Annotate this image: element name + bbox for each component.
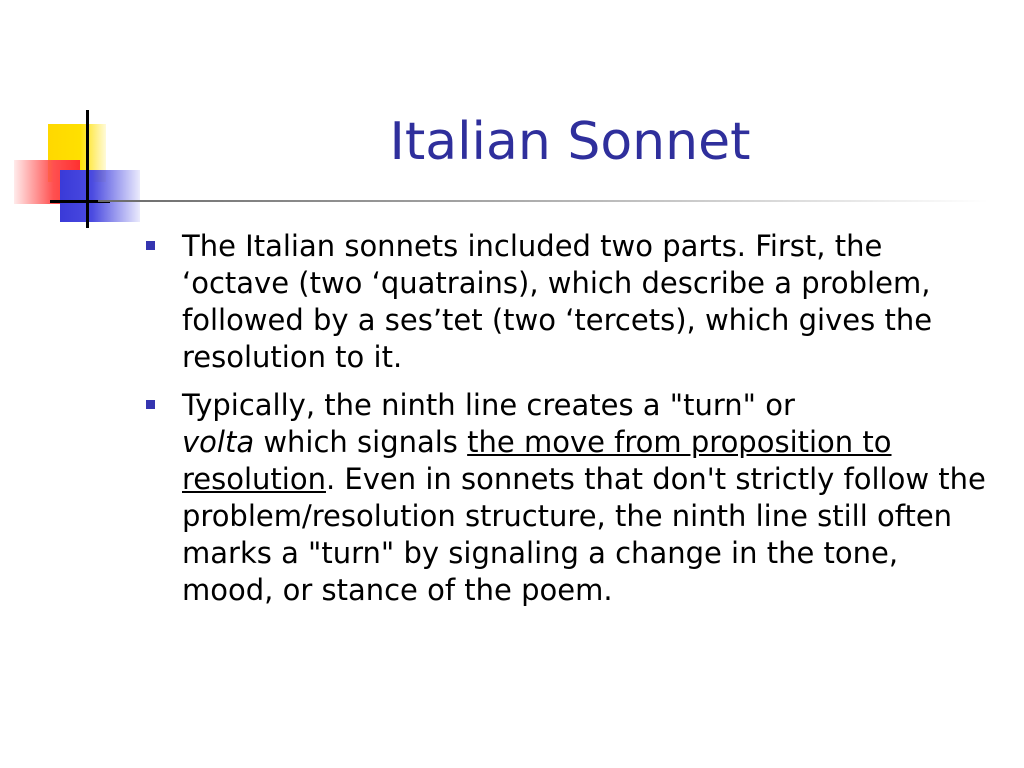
bullet-list: [146, 228, 996, 620]
square-bullet-icon: [146, 400, 155, 409]
bullet-text-2-part2: which signals: [254, 425, 468, 459]
logo-blue-square: [60, 170, 140, 222]
bullet-text-2-part1: Typically, the ninth line creates a "turn" or: [182, 388, 795, 422]
bullet-item-2: [146, 387, 996, 609]
bullet-text-2-part3: . Even in sonnets that don't strictly follow the problem/resolution structure, the ninth line still often marks a "turn" by signaling a change in the tone, mood, or stance of the poem.: [182, 462, 986, 607]
logo-vertical-line: [86, 110, 89, 228]
slide-title: Italian Sonnet: [389, 112, 751, 172]
bullet-text-1: The Italian sonnets included two parts. First, the ‘octave (two ‘quatrains), which describe a problem, followed by a ses’tet (two ‘tercets), which gives the resolution to it.: [182, 229, 933, 374]
bullet-item-1: [146, 228, 996, 376]
square-bullet-icon: [146, 241, 155, 250]
proposition-resolution-link[interactable]: the move from proposition to resolution: [182, 425, 892, 496]
volta-term: volta: [182, 425, 255, 459]
slide-logo-icon: [0, 0, 160, 240]
title-divider: [98, 200, 988, 202]
